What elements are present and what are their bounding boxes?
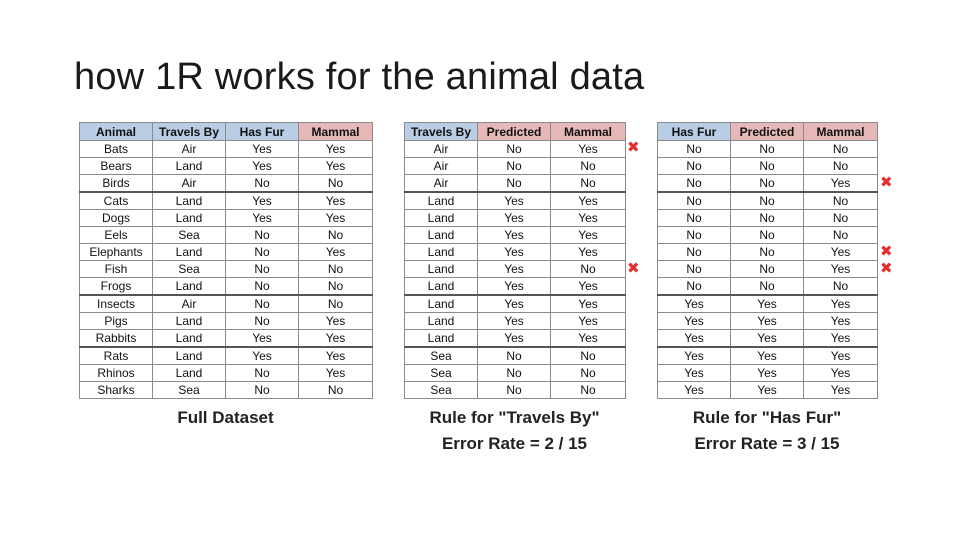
caption-line: Full Dataset — [177, 408, 274, 427]
table-header-row — [658, 123, 878, 141]
table-cell: No — [299, 295, 373, 313]
full-dataset-table — [79, 122, 373, 399]
caption-line: Rule for "Has Fur" — [692, 408, 842, 427]
table-header-row — [405, 123, 626, 141]
table-cell: No — [226, 365, 299, 382]
table-cell: Land — [405, 295, 478, 313]
table-cell: Yes — [731, 365, 804, 382]
table-cell: Frogs — [80, 278, 153, 296]
table-row — [80, 365, 373, 382]
table-row — [658, 347, 878, 365]
table-cell: No — [478, 175, 551, 193]
table-cell: Dogs — [80, 210, 153, 227]
table-cell: Rhinos — [80, 365, 153, 382]
table-cell: No — [731, 158, 804, 175]
table-cell: Bears — [80, 158, 153, 175]
table-cell: Land — [405, 330, 478, 348]
table-cell: Sea — [405, 347, 478, 365]
table-cell: Land — [405, 261, 478, 278]
table-cell: Land — [153, 244, 226, 261]
table-cell: Yes — [731, 347, 804, 365]
table-cell: Yes — [478, 313, 551, 330]
table-row — [405, 347, 626, 365]
table-cell: Eels — [80, 227, 153, 244]
table-cell: Yes — [551, 192, 626, 210]
has-fur-caption — [647, 405, 887, 457]
table-cell: No — [299, 382, 373, 399]
table-row — [80, 330, 373, 348]
table-cell: Yes — [804, 330, 878, 348]
table-row — [658, 278, 878, 296]
table-row — [80, 295, 373, 313]
table-row — [80, 158, 373, 175]
table-cell: No — [658, 175, 731, 193]
table-row — [658, 295, 878, 313]
column-header-has-fur: Has Fur — [658, 123, 731, 141]
table-row — [405, 382, 626, 399]
table-cell: No — [731, 278, 804, 296]
x-mark-icon: ✖ — [627, 138, 640, 156]
table-cell: Cats — [80, 192, 153, 210]
table-cell: Yes — [658, 365, 731, 382]
table-cell: Land — [153, 210, 226, 227]
column-header-predicted: Predicted — [731, 123, 804, 141]
table-cell: No — [731, 261, 804, 278]
table-cell: No — [658, 210, 731, 227]
table-row — [658, 244, 878, 261]
table-cell: No — [658, 227, 731, 244]
table-row — [658, 365, 878, 382]
table-row — [405, 227, 626, 244]
table-cell: No — [731, 227, 804, 244]
table-row — [405, 192, 626, 210]
table-cell: Land — [405, 278, 478, 296]
table-row — [658, 141, 878, 158]
table-cell: No — [299, 227, 373, 244]
table-cell: Yes — [226, 330, 299, 348]
has-fur-rule-table — [657, 122, 878, 399]
table-row — [80, 313, 373, 330]
table-cell: No — [731, 175, 804, 193]
table-row — [658, 175, 878, 193]
table-cell: No — [478, 347, 551, 365]
table-cell: Yes — [478, 278, 551, 296]
table-cell: Yes — [478, 244, 551, 261]
table-cell: Yes — [731, 295, 804, 313]
table-cell: No — [551, 158, 626, 175]
table-cell: Yes — [551, 141, 626, 158]
table-cell: No — [226, 295, 299, 313]
column-header-has-fur: Has Fur — [226, 123, 299, 141]
column-header-mammal: Mammal — [551, 123, 626, 141]
table-cell: No — [731, 192, 804, 210]
table-cell: Yes — [658, 347, 731, 365]
table-cell: No — [658, 278, 731, 296]
error-rate: Error Rate = 3 / 15 — [694, 434, 840, 453]
x-mark-icon: ✖ — [627, 259, 640, 277]
table-cell: Land — [153, 158, 226, 175]
table-cell: No — [804, 158, 878, 175]
table-cell: Yes — [226, 347, 299, 365]
table-cell: No — [299, 175, 373, 193]
table-cell: No — [804, 141, 878, 158]
table-cell: Sea — [153, 382, 226, 399]
table-cell: Air — [405, 175, 478, 193]
table-row — [80, 382, 373, 399]
table-cell: Land — [153, 347, 226, 365]
table-cell: No — [551, 261, 626, 278]
table-cell: Sea — [405, 365, 478, 382]
table-row — [80, 244, 373, 261]
table-row — [80, 261, 373, 278]
table-cell: Yes — [804, 175, 878, 193]
table-cell: Bats — [80, 141, 153, 158]
table-cell: Yes — [551, 227, 626, 244]
column-header-travels-by: Travels By — [405, 123, 478, 141]
table-cell: Yes — [299, 192, 373, 210]
x-mark-icon: ✖ — [880, 173, 893, 191]
table-cell: Sea — [153, 227, 226, 244]
table-row — [658, 227, 878, 244]
table-cell: Yes — [731, 330, 804, 348]
table-cell: No — [804, 210, 878, 227]
table-cell: Land — [153, 330, 226, 348]
table-cell: Yes — [804, 382, 878, 399]
table-cell: Yes — [658, 295, 731, 313]
table-row — [405, 244, 626, 261]
table-cell: Land — [405, 227, 478, 244]
table-cell: Yes — [478, 261, 551, 278]
table-cell: No — [226, 227, 299, 244]
table-cell: Yes — [478, 192, 551, 210]
travels-by-caption — [394, 405, 635, 457]
table-row — [80, 175, 373, 193]
table-cell: No — [804, 278, 878, 296]
table-cell: Yes — [658, 330, 731, 348]
table-cell: No — [551, 347, 626, 365]
table-row — [658, 158, 878, 175]
table-cell: No — [731, 244, 804, 261]
table-cell: No — [658, 261, 731, 278]
table-cell: No — [226, 278, 299, 296]
table-cell: Yes — [299, 347, 373, 365]
table-cell: Yes — [804, 261, 878, 278]
table-cell: No — [226, 244, 299, 261]
table-cell: Yes — [804, 347, 878, 365]
table-cell: Land — [153, 313, 226, 330]
table-cell: Land — [405, 210, 478, 227]
x-mark-icon: ✖ — [880, 242, 893, 260]
table-cell: No — [226, 313, 299, 330]
table-row — [658, 261, 878, 278]
table-cell: No — [658, 244, 731, 261]
table-row — [405, 330, 626, 348]
table-row — [658, 330, 878, 348]
table-row — [405, 158, 626, 175]
table-cell: Yes — [731, 313, 804, 330]
table-row — [405, 295, 626, 313]
table-cell: Yes — [478, 210, 551, 227]
table-cell: Pigs — [80, 313, 153, 330]
table-row — [658, 210, 878, 227]
table-cell: No — [551, 365, 626, 382]
table-cell: Yes — [804, 244, 878, 261]
table-row — [80, 227, 373, 244]
table-row — [80, 347, 373, 365]
table-cell: Yes — [551, 330, 626, 348]
full-dataset-caption — [79, 405, 372, 431]
table-cell: No — [731, 141, 804, 158]
table-cell: Air — [405, 158, 478, 175]
table-cell: Rabbits — [80, 330, 153, 348]
column-header-predicted: Predicted — [478, 123, 551, 141]
table-cell: Yes — [804, 295, 878, 313]
table-cell: Sea — [153, 261, 226, 278]
table-row — [658, 313, 878, 330]
table-cell: No — [299, 278, 373, 296]
column-header-mammal: Mammal — [299, 123, 373, 141]
table-cell: No — [299, 261, 373, 278]
table-cell: Yes — [478, 227, 551, 244]
table-cell: No — [478, 158, 551, 175]
table-cell: Yes — [551, 278, 626, 296]
table-row — [80, 210, 373, 227]
slide-title: how 1R works for the animal data — [74, 56, 645, 98]
table-cell: Yes — [551, 313, 626, 330]
table-cell: Yes — [226, 210, 299, 227]
table-cell: No — [804, 192, 878, 210]
table-cell: Birds — [80, 175, 153, 193]
table-cell: Yes — [299, 313, 373, 330]
table-cell: No — [658, 158, 731, 175]
caption-line: Rule for "Travels By" — [429, 408, 600, 427]
table-cell: Land — [405, 192, 478, 210]
table-cell: No — [226, 382, 299, 399]
table-cell: Land — [405, 313, 478, 330]
table-cell: No — [658, 192, 731, 210]
table-row — [80, 192, 373, 210]
table-row — [405, 313, 626, 330]
table-row — [405, 210, 626, 227]
table-row — [405, 141, 626, 158]
table-cell: Yes — [226, 158, 299, 175]
travels-by-rule-table — [404, 122, 626, 399]
table-row — [658, 382, 878, 399]
table-cell: No — [731, 210, 804, 227]
table-cell: No — [551, 382, 626, 399]
table-cell: No — [551, 175, 626, 193]
table-row — [405, 261, 626, 278]
table-cell: Air — [153, 141, 226, 158]
table-row — [80, 141, 373, 158]
x-mark-icon: ✖ — [880, 259, 893, 277]
table-cell: Yes — [478, 330, 551, 348]
table-cell: Yes — [551, 210, 626, 227]
table-cell: No — [658, 141, 731, 158]
column-header-animal: Animal — [80, 123, 153, 141]
table-cell: Yes — [804, 365, 878, 382]
table-cell: No — [226, 261, 299, 278]
table-cell: Yes — [804, 313, 878, 330]
table-cell: Yes — [478, 295, 551, 313]
table-cell: Air — [153, 295, 226, 313]
table-cell: Insects — [80, 295, 153, 313]
table-cell: Sea — [405, 382, 478, 399]
table-cell: Yes — [299, 141, 373, 158]
table-cell: Yes — [299, 244, 373, 261]
table-cell: Yes — [299, 365, 373, 382]
table-row — [658, 192, 878, 210]
table-cell: Elephants — [80, 244, 153, 261]
table-cell: Yes — [551, 295, 626, 313]
table-cell: Fish — [80, 261, 153, 278]
table-cell: Yes — [299, 330, 373, 348]
table-cell: No — [478, 141, 551, 158]
table-row — [80, 278, 373, 296]
table-cell: Yes — [731, 382, 804, 399]
table-cell: Yes — [658, 382, 731, 399]
table-cell: Yes — [299, 210, 373, 227]
table-cell: No — [478, 365, 551, 382]
table-row — [405, 278, 626, 296]
table-row — [405, 175, 626, 193]
table-cell: Yes — [226, 141, 299, 158]
table-cell: Yes — [226, 192, 299, 210]
table-cell: Land — [405, 244, 478, 261]
error-rate: Error Rate = 2 / 15 — [441, 434, 588, 453]
table-cell: No — [226, 175, 299, 193]
table-cell: No — [804, 227, 878, 244]
table-cell: Land — [153, 278, 226, 296]
table-cell: No — [478, 382, 551, 399]
table-cell: Sharks — [80, 382, 153, 399]
table-cell: Air — [405, 141, 478, 158]
table-header-row — [80, 123, 373, 141]
table-cell: Land — [153, 192, 226, 210]
table-cell: Yes — [551, 244, 626, 261]
table-cell: Rats — [80, 347, 153, 365]
table-row — [405, 365, 626, 382]
table-cell: Yes — [299, 158, 373, 175]
table-cell: Land — [153, 365, 226, 382]
column-header-travels-by: Travels By — [153, 123, 226, 141]
column-header-mammal: Mammal — [804, 123, 878, 141]
table-cell: Yes — [658, 313, 731, 330]
table-cell: Air — [153, 175, 226, 193]
